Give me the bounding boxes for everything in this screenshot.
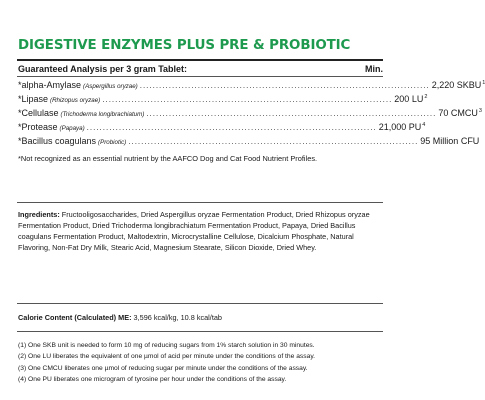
ingredients-section <box>18 209 384 253</box>
leader-dots: .......................................................................................... <box>146 109 437 118</box>
ingredients-text: Fructooligosaccharides, Dried Aspergillus oryzae Fermentation Product, Dried Rhizopus oryzae Fermentation Product, Dried Trichoderma longibrachiatum Fermentation Product, Papaya, Dried Bacillus coagulans Fermentation Product, Maltodextrin, Microcrystalline Cellulose, Dicalcium Phosphate, Natural Flavoring, Non-Fat Dry Milk, Stearic Acid, Magnesium Stearate, Silicon Dioxide, Dried Whey. <box>18 210 370 253</box>
guaranteed-analysis-header <box>18 64 383 74</box>
calorie-content <box>18 313 384 322</box>
footnotes-divider <box>17 331 383 332</box>
nutrient-value: 200 $LU^2$ <box>394 94 428 104</box>
nutrient-name: *Cellulase <box>18 108 59 118</box>
nutrient-name: *Lipase <box>18 94 49 104</box>
nutrient-source: (Trichoderma longibrachiatum) <box>60 111 145 118</box>
title-divider <box>17 59 383 61</box>
ingredients-label: Ingredients: <box>18 210 60 219</box>
footnote-4: (4) One PU liberates one microgram of tyrosine per hour under the conditions of the assay. <box>18 376 287 384</box>
analysis-row <box>18 108 482 120</box>
nutrient-value: 70 CMCU$^3$ <box>438 108 482 118</box>
calorie-label: Calorie Content (Calculated) ME: <box>18 313 132 322</box>
leader-dots: .......................................................................................... <box>139 81 430 90</box>
analysis-row <box>18 94 428 106</box>
analysis-header-divider <box>17 76 383 77</box>
nutrient-name: *alpha-Amylase <box>18 80 82 90</box>
aafco-note: *Not recognized as an essential nutrient by the AAFCO Dog and Cat Food Nutrient Profiles. <box>18 154 318 163</box>
product-title: DIGESTIVE ENZYMES PLUS PRE & PROBIOTIC <box>18 38 351 53</box>
calorie-divider <box>17 303 383 304</box>
guaranteed-analysis-heading: Guaranteed Analysis per 3 gram Tablet: <box>18 64 188 74</box>
footnotes-section <box>18 340 384 386</box>
analysis-row <box>18 136 480 148</box>
leader-dots: .......................................................................................... <box>86 123 377 132</box>
calorie-value: 3,596 kcal/kg, 10.8 kcal/tab <box>133 313 222 322</box>
min-column-label: Min. <box>365 64 383 74</box>
nutrient-source: (Aspergillus oryzae) <box>83 83 138 90</box>
nutrient-name: *Bacillus coagulans <box>18 136 97 146</box>
footnote-2: (2) One LU liberates the equivalent of one µmol of acid per minute under the conditions of the assay. <box>18 353 316 361</box>
leader-dots: .......................................................................................... <box>128 137 419 146</box>
nutrient-source: (Papaya) <box>59 125 85 132</box>
nutrient-source: (Rhizopus oryzae) <box>50 97 101 104</box>
leader-dots: .......................................................................................... <box>102 95 393 104</box>
analysis-row <box>18 80 485 92</box>
footnote-3: (3) One CMCU liberates one µmol of reducing sugar per minute under the conditions of the assay. <box>18 364 308 372</box>
nutrient-source: (Probiotic) <box>98 139 127 146</box>
footnote-1: (1) One SKB unit is needed to form 10 mg of reducing sugars from 1% starch solution in 30 minutes. <box>18 342 315 349</box>
ingredients-divider <box>17 202 383 203</box>
nutrient-value: 95 Million CFU <box>420 136 480 146</box>
nutrient-name: *Protease <box>18 122 58 132</box>
analysis-row <box>18 122 426 134</box>
nutrient-value: 21,000 $PU^4$ <box>378 122 426 132</box>
nutrient-value: 2,220 SKBU$^1$ <box>431 80 485 90</box>
